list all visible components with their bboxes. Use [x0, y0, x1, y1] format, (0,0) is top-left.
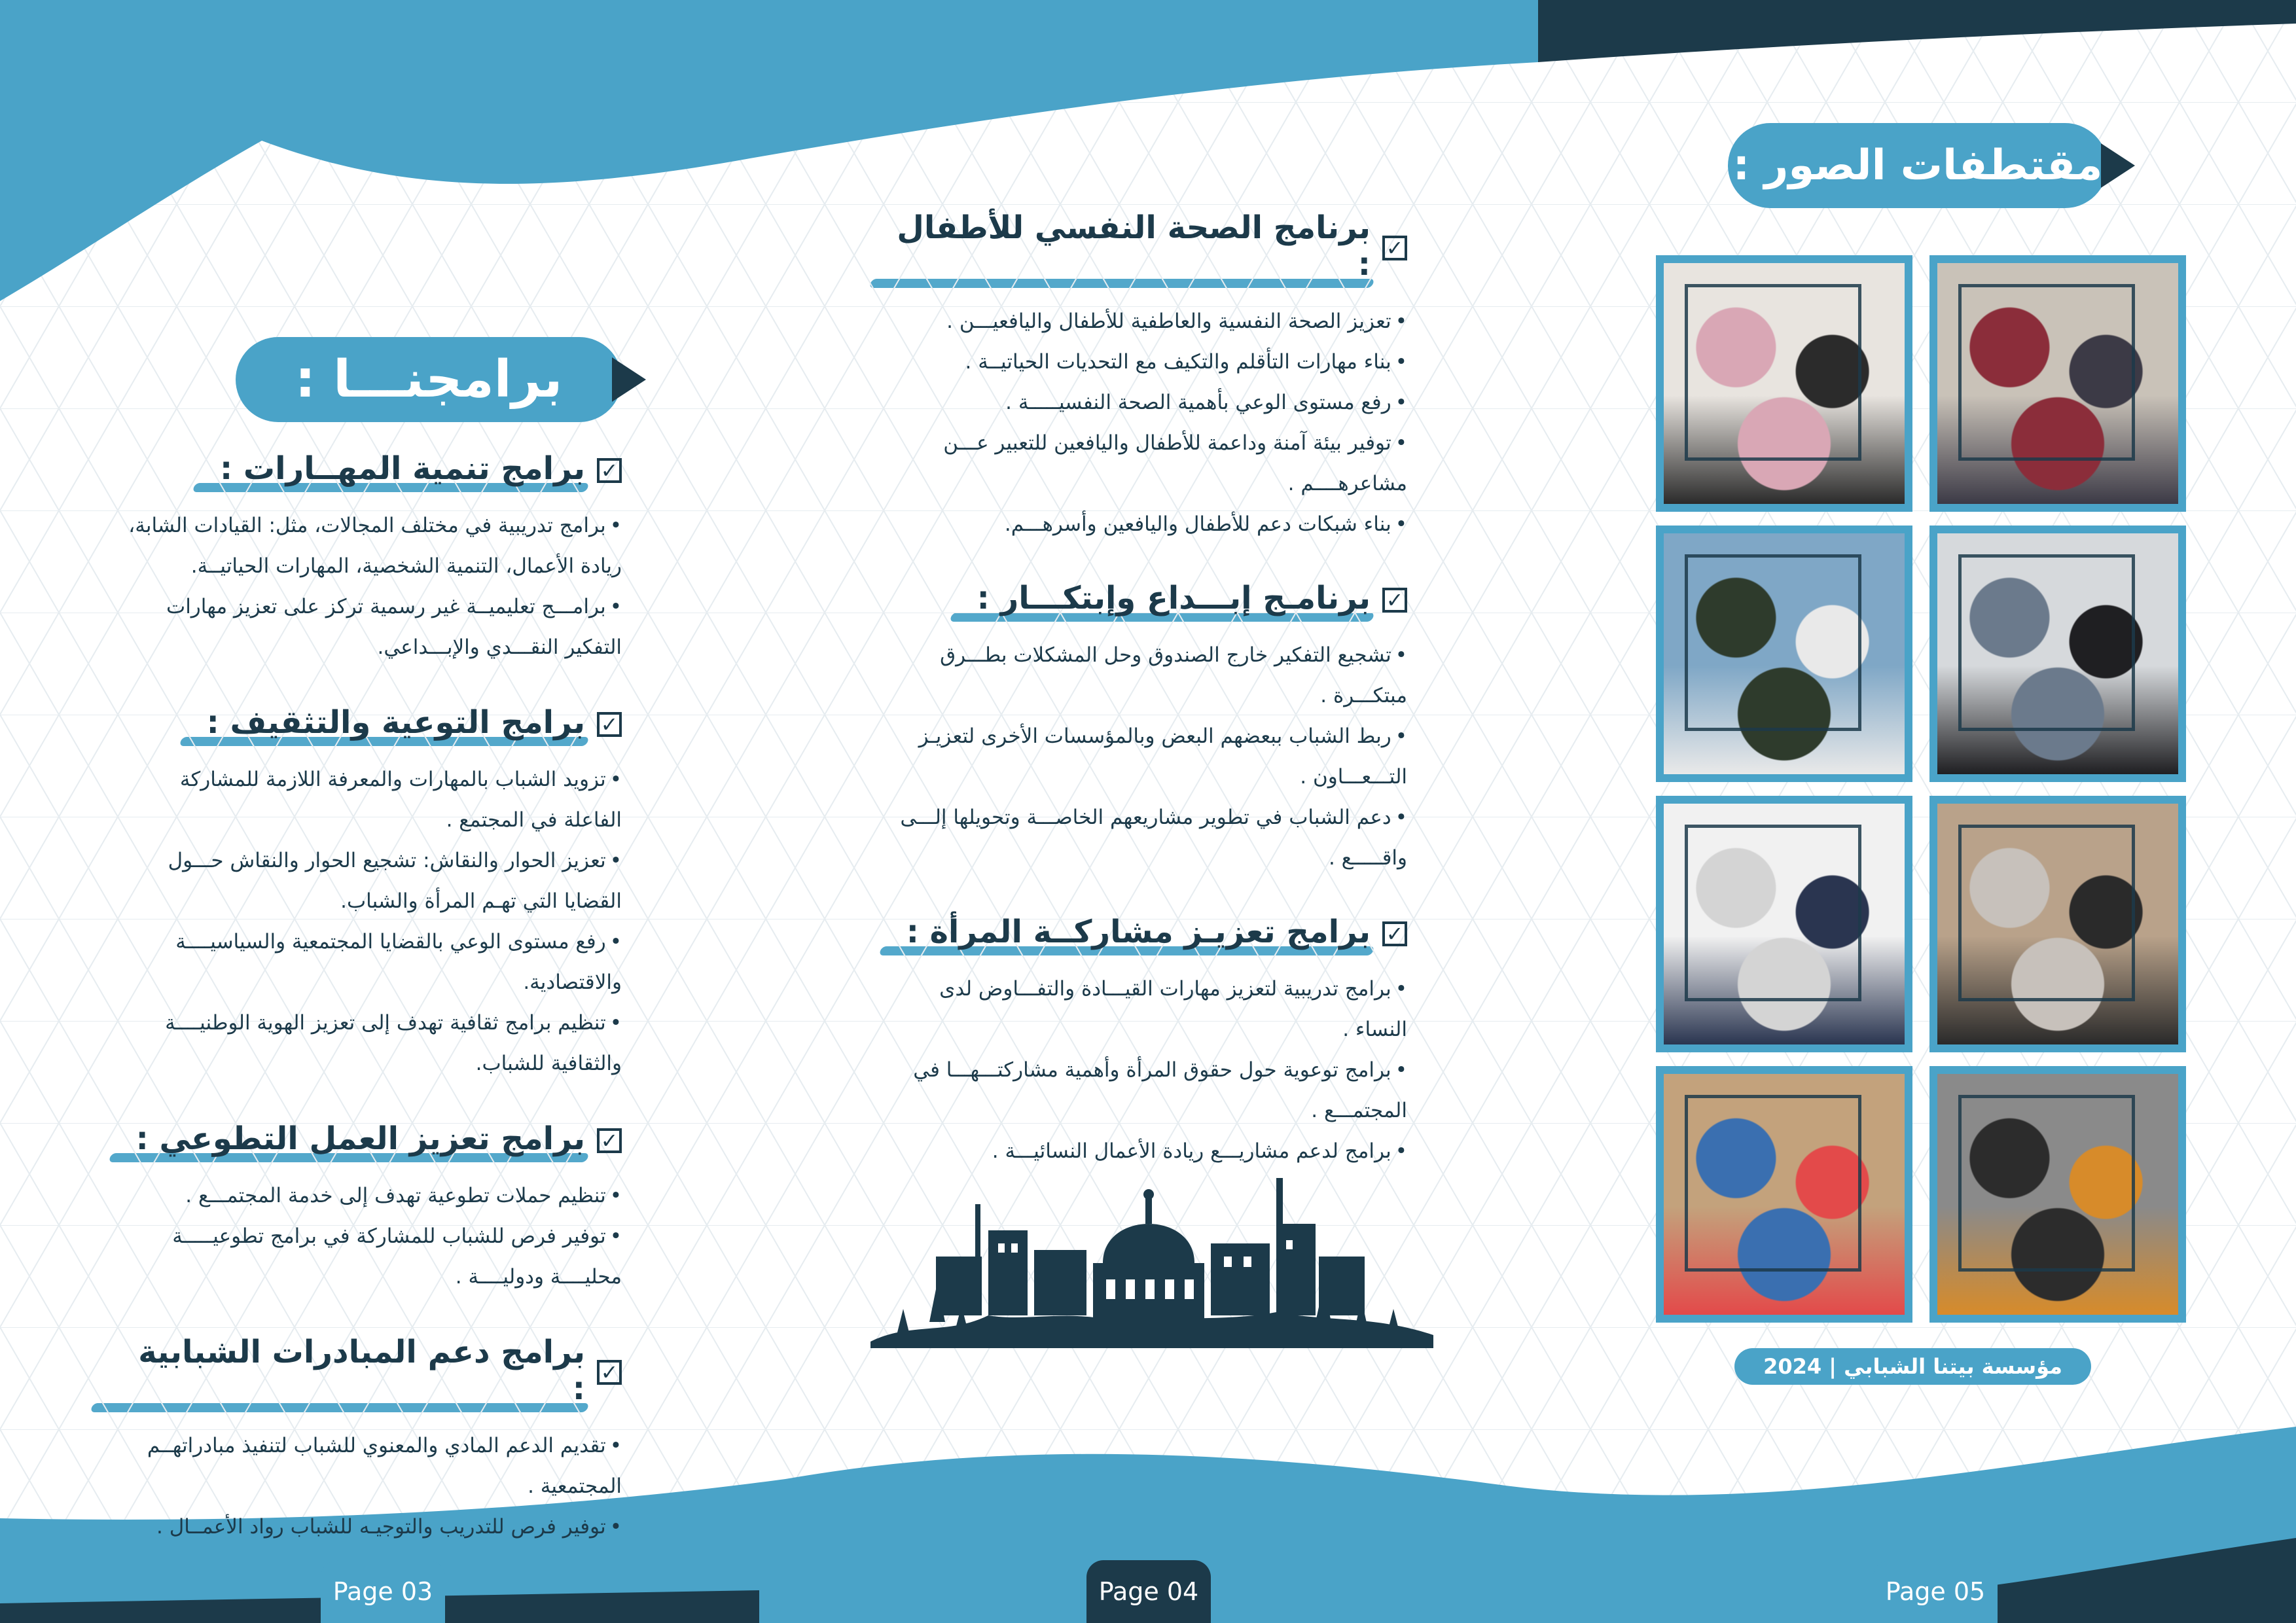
- program-section-title: [118, 1334, 622, 1411]
- photo-women-session: [1656, 255, 1912, 512]
- program-list-item: • تقديم الدعم المادي والمعنوي للشباب لتنفيذ مبادراتهــم المجتمعية .: [118, 1425, 622, 1507]
- program-list-item: • تعزيز الصحة النفسية والعاطفية للأطفال واليافعيـــن .: [897, 301, 1407, 342]
- photos-heading-text: مقتطفات الصور :: [1732, 141, 2103, 190]
- program-list-item: • برامج توعوية حول حقوق المرأة وأهمية مشاركتـــهـــا في المجتمـــع .: [897, 1050, 1407, 1131]
- program-section: [118, 704, 622, 1084]
- photo-workshop-room: [1929, 255, 2186, 512]
- program-list-item: • برامج تدريبية في مختلف المجالات، مثل: القيادات الشابة، ريادة الأعمال، التنمية الشخصية، المهارات الحياتيــة.: [118, 505, 622, 586]
- program-section: [897, 580, 1407, 878]
- programs-heading-arrow: [612, 357, 646, 402]
- page-number-03: Page 03: [332, 1577, 433, 1606]
- program-title-text: برامج التوعية والتثقيف :: [207, 704, 585, 745]
- program-list-item: • توفير فرص للشباب للمشاركة في برامج تطوعيـــــة محليــــة ودوليــــة .: [118, 1216, 622, 1297]
- organization-footer-badge: [1734, 1348, 2091, 1385]
- checkbox-icon: ✓: [597, 1360, 622, 1385]
- program-list-item: • بناء مهارات التأقلم والتكيف مع التحديات الحياتيــة .: [897, 342, 1407, 382]
- program-title-text: برامج تعزيـز مشاركــة المرأة :: [906, 914, 1371, 954]
- photos-heading-arrow: [2101, 143, 2135, 188]
- page-tab-03: [321, 1560, 445, 1623]
- checkbox-icon: ✓: [597, 1128, 622, 1153]
- program-list-item: • توفير فرص للتدريب والتوجيـه للشباب رواد الأعمــال .: [118, 1507, 622, 1547]
- program-list-item: • برامج تدريبية لتعزيز مهارات القيـــادة والتفـــاوض لدى النساء .: [897, 969, 1407, 1050]
- photo-frame-overlay: [1685, 825, 1861, 1001]
- photo-youth-seated: [1929, 526, 2186, 782]
- program-title-text: برامج دعم المبادرات الشبابية :: [118, 1334, 585, 1411]
- program-section: [897, 209, 1407, 544]
- program-list-item: • رفع مستوى الوعي بالقضايا المجتمعية والسياسيــــة والاقتصادية.: [118, 921, 622, 1003]
- program-section: [118, 1334, 622, 1547]
- programs-heading-text: برامجنـــا :: [295, 350, 563, 409]
- program-title-text: برامج تعزيز العمل التطوعي :: [136, 1120, 585, 1161]
- photo-frame-overlay: [1958, 825, 2135, 1001]
- page-tab-05: [1873, 1560, 1998, 1623]
- photo-children-activity: [1929, 796, 2186, 1052]
- program-list-item: • تشجيع التفكير خارج الصندوق وحل المشكلات بطـــرق مبتكـــرة .: [897, 635, 1407, 716]
- program-list-item: • برامج لدعم مشاريـــع ريادة الأعمال النسائيـــة .: [897, 1131, 1407, 1171]
- program-section-title: [118, 1120, 622, 1161]
- program-list-item: • تعزيز الحوار والنقاش: تشجيع الحوار والنقاش حـــول القضايا التي تهـم المرأة والشباب.: [118, 840, 622, 921]
- photo-frame-overlay: [1958, 554, 2135, 731]
- program-section-title: [897, 580, 1407, 620]
- program-list-item: • ربط الشباب ببعضهم البعض وبالمؤسسات الأخرى لتعزيـز التـــعـــاون .: [897, 716, 1407, 797]
- checkbox-icon: ✓: [597, 458, 622, 483]
- organization-footer-text: مؤسسة بيتنا الشبابي | 2024: [1763, 1354, 2062, 1379]
- program-section-title: [897, 209, 1407, 287]
- photo-frame-overlay: [1958, 284, 2135, 461]
- checkbox-icon: ✓: [1382, 921, 1407, 946]
- program-section: [118, 450, 622, 668]
- middle-programs-column: [897, 209, 1407, 1207]
- photo-outdoor-talk: [1656, 526, 1912, 782]
- photo-playground-kids: [1656, 1066, 1912, 1323]
- program-section: [118, 1120, 622, 1297]
- program-list-item: • تزويد الشباب بالمهارات والمعرفة اللازمة للمشاركة الفاعلة في المجتمع .: [118, 759, 622, 840]
- left-programs-column: [118, 450, 622, 1584]
- photo-frame-overlay: [1958, 1095, 2135, 1272]
- jerusalem-skyline-illustration: [857, 1126, 1446, 1361]
- program-list-item: • تنظيم حملات تطوعية تهدف إلى خدمة المجتمـــع .: [118, 1175, 622, 1216]
- checkbox-icon: ✓: [1382, 236, 1407, 260]
- program-section-title: [118, 704, 622, 745]
- photo-frame-overlay: [1685, 1095, 1861, 1272]
- program-section-title: [897, 914, 1407, 954]
- photos-heading: [1728, 123, 2108, 208]
- page-number-05: Page 05: [1885, 1577, 1986, 1606]
- programs-heading: [236, 337, 622, 422]
- program-list-item: • رفع مستوى الوعي بأهمية الصحة النفسيـــــة .: [897, 382, 1407, 423]
- program-list-item: • دعم الشباب في تطوير مشاريعهم الخاصـــة وتحويلها إلـــى واقـــــع .: [897, 797, 1407, 878]
- page-tab-04: [1086, 1560, 1211, 1623]
- program-section-title: [118, 450, 622, 491]
- program-title-text: برامج تنمية المهــارات :: [220, 450, 585, 491]
- program-list-item: • توفير بيئة آمنة وداعمة للأطفال واليافعين للتعبير عـــن مشاعرهــــم .: [897, 423, 1407, 504]
- photo-cooking-pan: [1929, 1066, 2186, 1323]
- program-title-text: برنامـج إبـــداع وإبتكـــار :: [977, 580, 1371, 620]
- program-title-text: برنامج الصحة النفسي للأطفال :: [897, 209, 1371, 287]
- photo-certificate-ceremony: [1656, 796, 1912, 1052]
- checkbox-icon: ✓: [1382, 588, 1407, 613]
- program-list-item: • بناء شبكات دعم للأطفال واليافعين وأسرهـــم.: [897, 504, 1407, 544]
- program-list-item: • برامـــج تعليميــة غير رسمية تركز على تعزيز مهارات التفكير النقـــدي والإبـــداعي.: [118, 586, 622, 668]
- program-list-item: • تنظيم برامج ثقافية تهدف إلى تعزيز الهوية الوطنيــــة والثقافية للشباب.: [118, 1003, 622, 1084]
- photo-frame-overlay: [1685, 554, 1861, 731]
- photo-frame-overlay: [1685, 284, 1861, 461]
- checkbox-icon: ✓: [597, 712, 622, 737]
- page-number-04: Page 04: [1098, 1577, 1199, 1606]
